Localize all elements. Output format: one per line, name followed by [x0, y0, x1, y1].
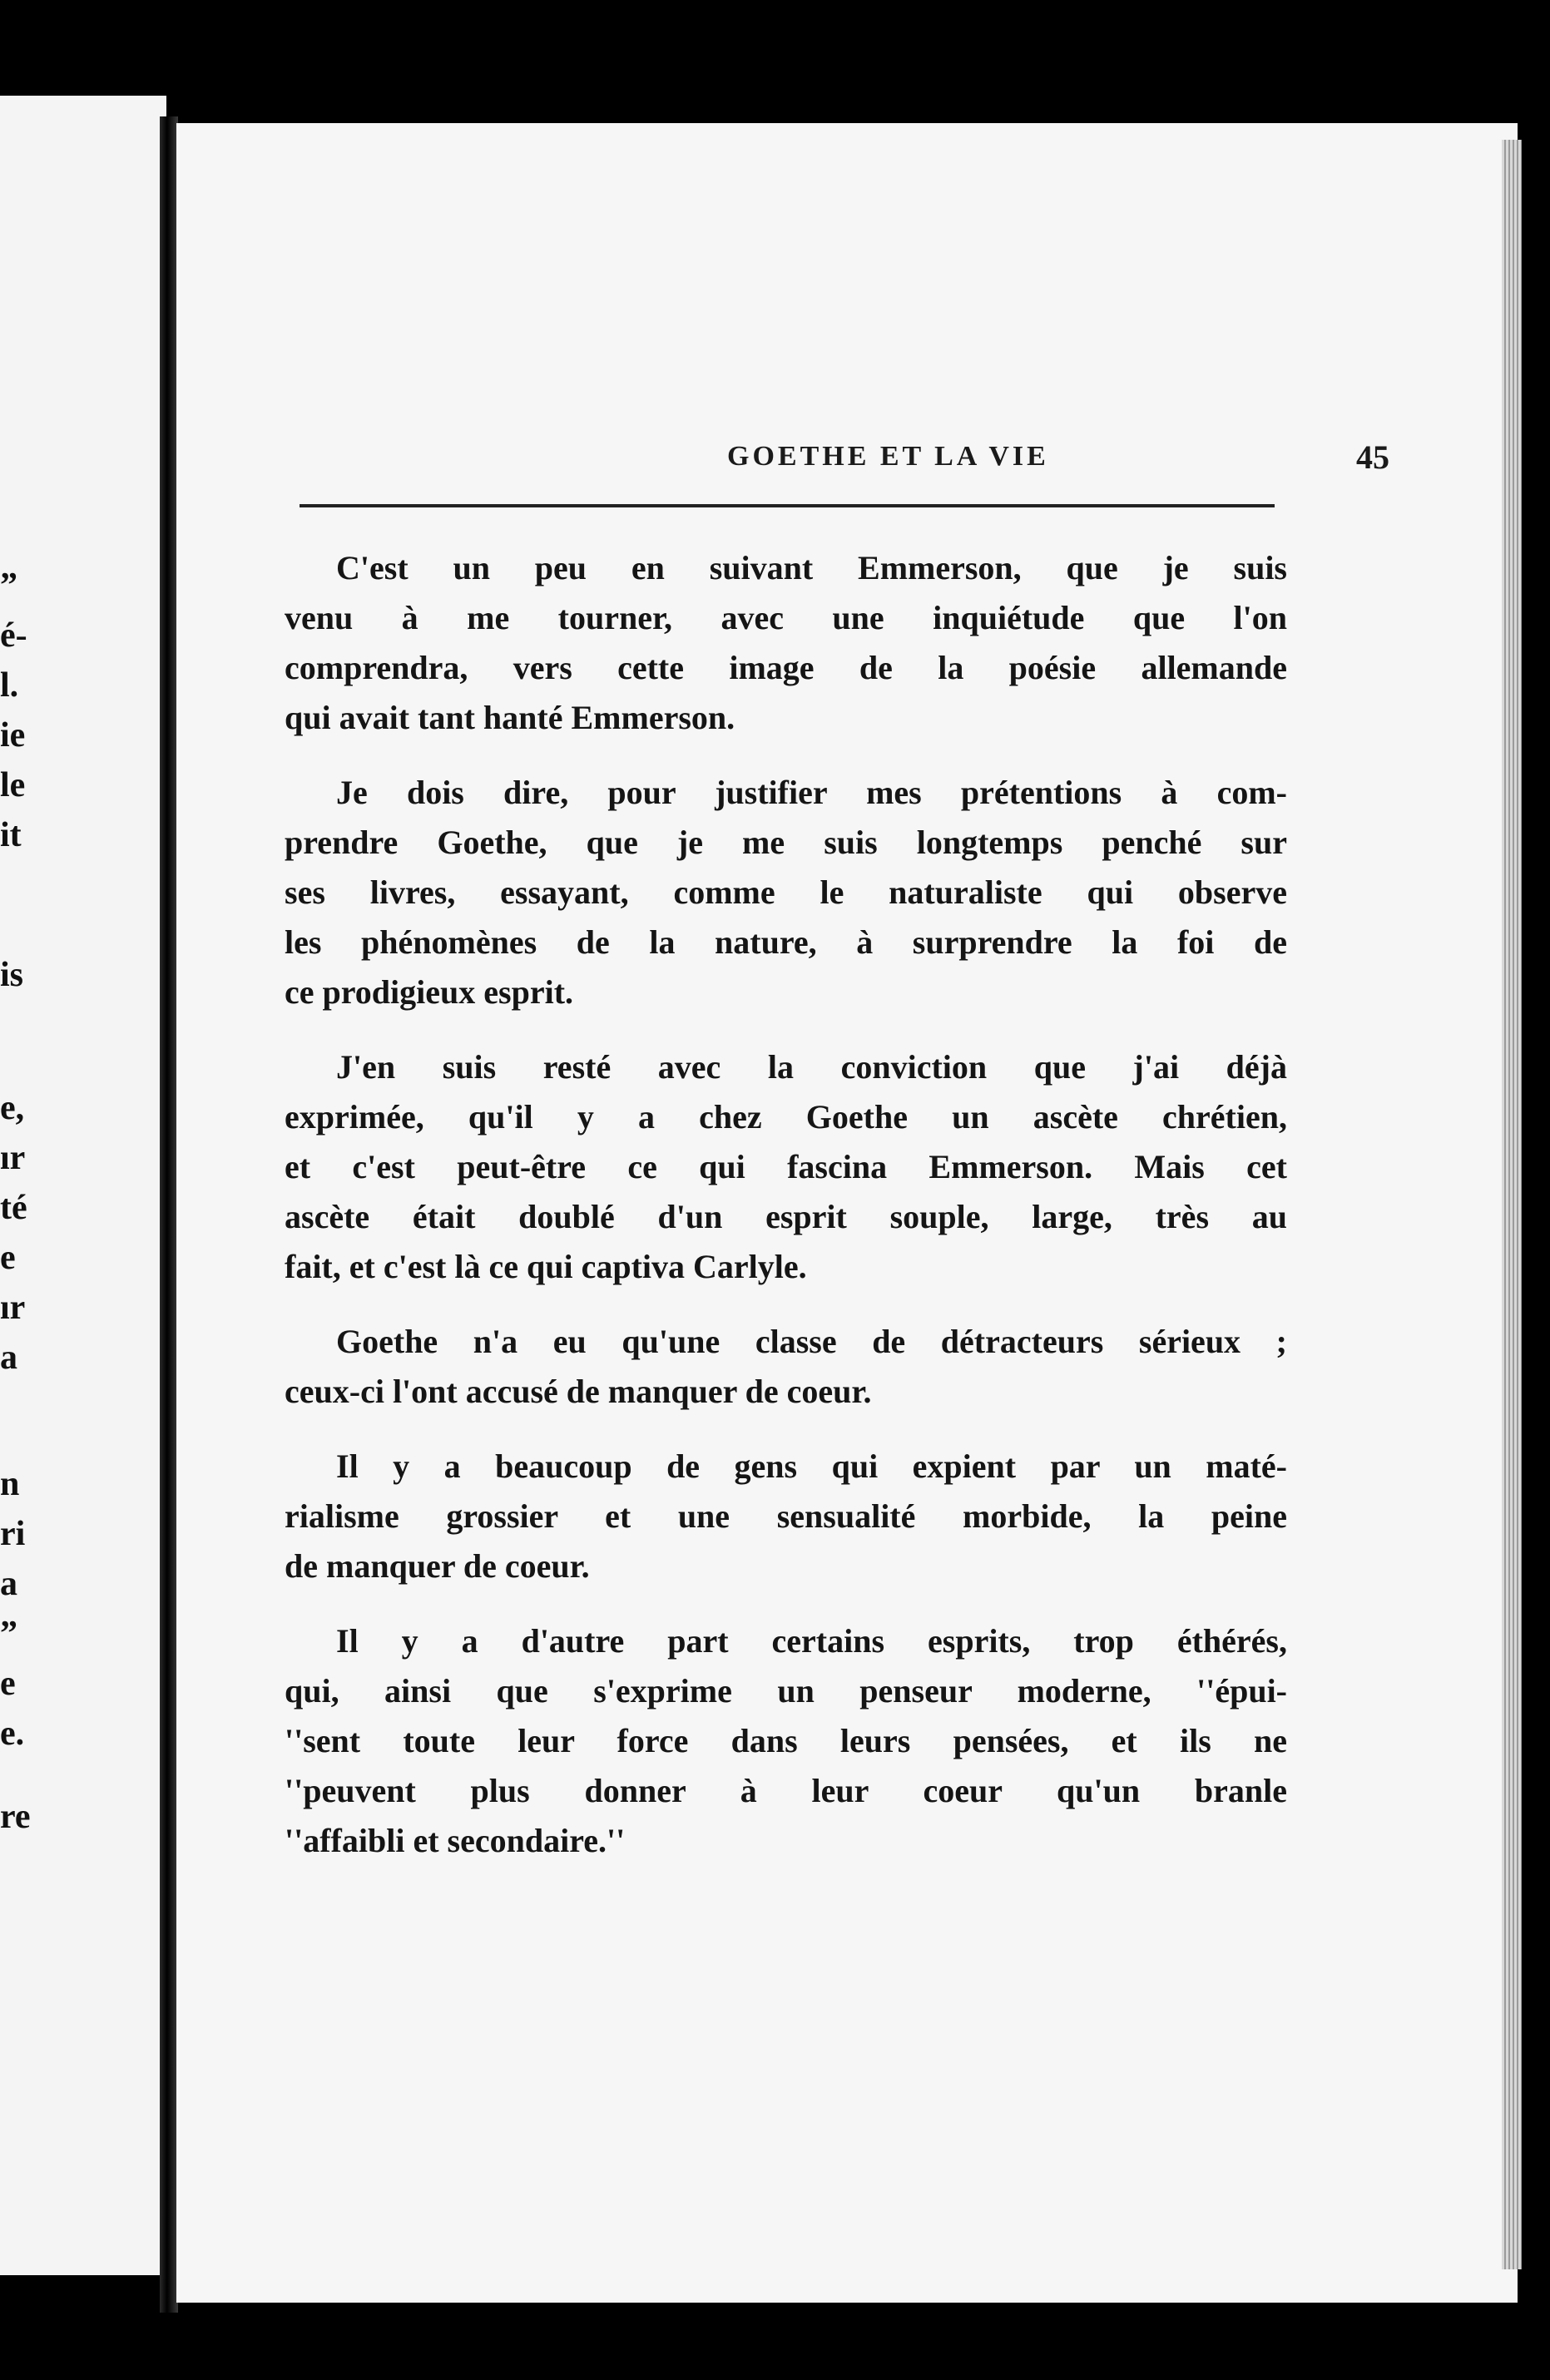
facing-page-fragment: l. [0, 666, 19, 705]
text-line: qui avait tant hanté Emmerson. [285, 699, 735, 736]
paragraph [285, 1616, 1287, 1866]
text-line: ce prodigieux esprit. [285, 973, 574, 1011]
book-gutter [160, 116, 178, 2313]
text-line: et c'est peut-être ce qui fascina Emmerson. Mais cet [285, 1148, 1287, 1185]
facing-page-fragment: a [0, 1565, 17, 1603]
facing-page-fragment: it [0, 816, 22, 854]
facing-page-fragment: é- [0, 616, 27, 655]
facing-page-fragment: e, [0, 1089, 25, 1127]
text-line: ascète était doublé d'un esprit souple, large, très au [285, 1198, 1287, 1235]
text-line: C'est un peu en suivant Emmerson, que je suis [336, 549, 1287, 586]
paragraph [285, 1442, 1287, 1591]
text-line: ceux-ci l'ont accusé de manquer de coeur. [285, 1373, 872, 1410]
text-line: rialisme grossier et une sensualité morbide, la peine [285, 1497, 1287, 1535]
paragraph [285, 543, 1287, 743]
paragraph [285, 768, 1287, 1017]
facing-page-fragment: e [0, 1239, 16, 1277]
text-line: venu à me tourner, avec une inquiétude que l'on [285, 599, 1287, 636]
text-line: Il y a d'autre part certains esprits, trop éthérés, [336, 1622, 1287, 1660]
text-line: fait, et c'est là ce qui captiva Carlyle. [285, 1248, 807, 1285]
text-line: Il y a beaucoup de gens qui expient par un maté- [336, 1447, 1287, 1485]
facing-page-fragment: ri [0, 1515, 26, 1553]
facing-page-fragment: ır [0, 1289, 26, 1327]
facing-page-fragment: té [0, 1189, 27, 1227]
header-rule [300, 504, 1275, 507]
book-page [176, 123, 1518, 2303]
facing-page-fragment: ” [0, 567, 17, 605]
text-line: J'en suis resté avec la conviction que j'ai déjà [336, 1048, 1287, 1086]
page-stack-edge [1502, 140, 1522, 2269]
text-line: Goethe n'a eu qu'une classe de détracteurs sérieux ; [336, 1323, 1287, 1360]
facing-page-fragment: e. [0, 1714, 25, 1753]
text-line: ''affaibli et secondaire.'' [285, 1822, 626, 1859]
text-line: prendre Goethe, que je me suis longtemps penché sur [285, 824, 1287, 861]
facing-page-fragment: ır [0, 1139, 26, 1177]
page-number: 45 [1356, 438, 1389, 476]
facing-page-fragment: ie [0, 716, 26, 755]
text-line: ''peuvent plus donner à leur coeur qu'un branle [285, 1772, 1287, 1809]
running-head: GOETHE ET LA VIE [727, 441, 1049, 472]
text-line: les phénomènes de la nature, à surprendre la foi de [285, 923, 1287, 961]
facing-page-fragment: a [0, 1338, 17, 1377]
paragraph [285, 1042, 1287, 1292]
paragraph [285, 1317, 1287, 1417]
facing-page-fragment: n [0, 1465, 20, 1503]
text-line: ''sent toute leur force dans leurs pensées, et ils ne [285, 1722, 1287, 1759]
page-header [300, 438, 1448, 491]
facing-page-fragment: e [0, 1665, 16, 1703]
facing-page-fragment: is [0, 956, 24, 994]
text-line: de manquer de coeur. [285, 1547, 590, 1585]
text-line: Je dois dire, pour justifier mes prétentions à com- [336, 774, 1287, 811]
text-line: qui, ainsi que s'exprime un penseur moderne, ''épui- [285, 1672, 1287, 1710]
facing-page-fragment: re [0, 1798, 31, 1836]
text-line: exprimée, qu'il y a chez Goethe un ascète chrétien, [285, 1098, 1287, 1136]
page-body [285, 543, 1287, 1891]
facing-page-fragment: ” [0, 1615, 17, 1653]
facing-page-edge [0, 96, 166, 2275]
facing-page-fragment: le [0, 766, 26, 804]
text-line: comprendra, vers cette image de la poésie allemande [285, 649, 1287, 686]
text-line: ses livres, essayant, comme le naturaliste qui observe [285, 873, 1287, 911]
